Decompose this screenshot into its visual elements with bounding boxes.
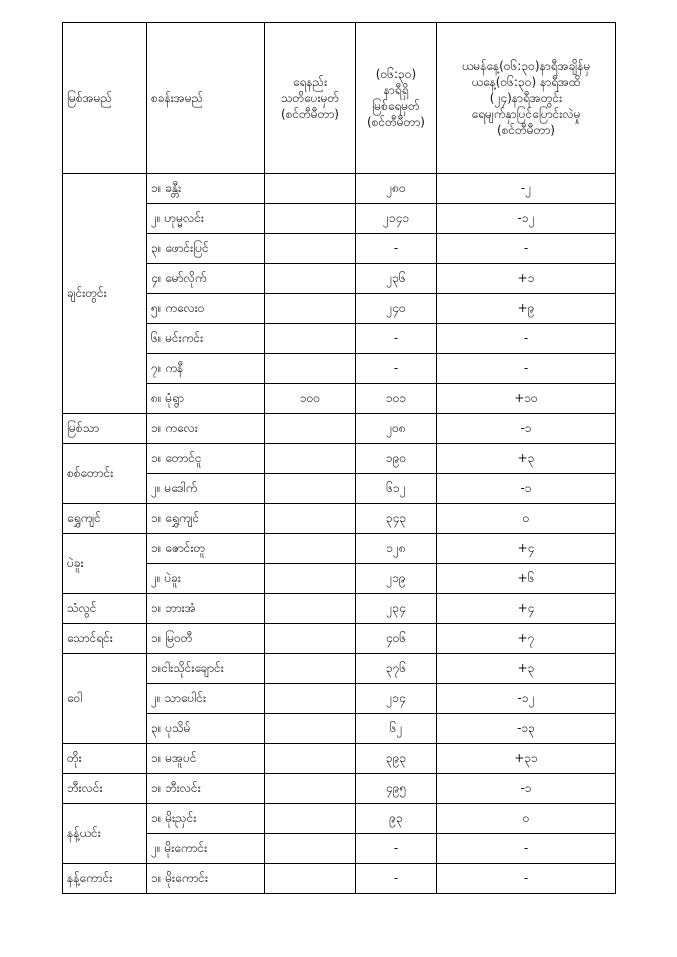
level-change-cell: -၁: [437, 474, 616, 504]
header-line: စခန်းအမည်: [151, 90, 204, 105]
water-level-cell: -: [356, 324, 437, 354]
river-name-cell: ချင်းတွင်း: [63, 174, 147, 414]
station-name-cell: ၁။ ခန္တီး: [147, 174, 265, 204]
river-name-cell: ဝေါ: [63, 654, 147, 744]
level-change-cell: -: [437, 234, 616, 264]
header-line: (စင်တီမီတာ): [367, 115, 425, 130]
station-name-cell: ၆။ မင်းကင်း: [147, 324, 265, 354]
level-change-cell: +၃၁: [437, 744, 616, 774]
level-change-cell: +၁၀: [437, 384, 616, 414]
header-row: [63, 23, 616, 174]
level-change-cell: +၉: [437, 294, 616, 324]
water-level-cell: ၄၉၅: [356, 774, 437, 804]
level-change-cell: -၁၃: [437, 714, 616, 744]
warning-level-cell: [265, 624, 356, 654]
river-name-cell: စစ်တောင်း: [63, 444, 147, 504]
level-change-cell: +၄: [437, 534, 616, 564]
warning-level-cell: [265, 174, 356, 204]
warning-level-cell: [265, 654, 356, 684]
header-line: (၀၆:၃၀): [375, 66, 417, 81]
river-level-table: [62, 22, 616, 894]
level-change-cell: ၀: [437, 504, 616, 534]
warning-level-cell: [265, 864, 356, 894]
water-level-cell: ၂၈၀: [356, 174, 437, 204]
col-header-station: [147, 23, 265, 174]
station-name-cell: ၄။ မော်လိုက်: [147, 264, 265, 294]
warning-level-cell: [265, 354, 356, 384]
level-change-cell: -: [437, 324, 616, 354]
warning-level-cell: ၁၀၀: [265, 384, 356, 414]
level-change-cell: -၁၂: [437, 204, 616, 234]
warning-level-cell: [265, 684, 356, 714]
table-row: [63, 864, 616, 894]
warning-level-cell: [265, 474, 356, 504]
water-level-cell: -: [356, 234, 437, 264]
river-name-cell: သံလွင်: [63, 594, 147, 624]
water-level-cell: ၁၂၈: [356, 534, 437, 564]
level-change-cell: -၁၂: [437, 684, 616, 714]
river-name-cell: တိုး: [63, 744, 147, 774]
water-level-cell: ၂၄၀: [356, 294, 437, 324]
table-row: [63, 624, 616, 654]
table-row: [63, 174, 616, 204]
col-header-24h-change: [437, 23, 616, 174]
water-level-cell: ၆၁၂: [356, 474, 437, 504]
header-line: မြစ်ရေမှတ်: [372, 99, 420, 113]
station-name-cell: ၁။ မအူပင်: [147, 744, 265, 774]
table-row: [63, 774, 616, 804]
water-level-cell: ၁၀၁: [356, 384, 437, 414]
river-name-cell: မြစ်သာ: [63, 414, 147, 444]
warning-level-cell: [265, 294, 356, 324]
header-line: ရေမျက်နှာပြင်ပြောင်းလဲမှု: [471, 107, 581, 122]
col-header-warning-level: [265, 23, 356, 174]
warning-level-cell: [265, 444, 356, 474]
warning-level-cell: [265, 234, 356, 264]
header-line: ယနေ့(၀၆:၃၀) နာရီအထိ: [471, 74, 581, 89]
level-change-cell: -: [437, 354, 616, 384]
level-change-cell: +၇: [437, 624, 616, 654]
river-name-cell: ပဲခူး: [63, 534, 147, 594]
water-level-cell: -: [356, 864, 437, 894]
water-level-cell: ၂၀၈: [356, 414, 437, 444]
station-name-cell: ၅။ ကလေးဝ: [147, 294, 265, 324]
river-name-cell: ဘီးလင်း: [63, 774, 147, 804]
station-name-cell: ၇။ ကနီ: [147, 354, 265, 384]
level-change-cell: -၂: [437, 174, 616, 204]
header-line: သတိပေးမှတ်: [280, 90, 340, 105]
table-row: [63, 804, 616, 834]
header-line: (စင်တီမီတာ): [497, 123, 555, 138]
water-level-cell: ၂၁၉: [356, 564, 437, 594]
table-row: [63, 594, 616, 624]
warning-level-cell: [265, 324, 356, 354]
station-name-cell: ၁။ ကလေး: [147, 414, 265, 444]
water-level-cell: ၁၉၀: [356, 444, 437, 474]
level-change-cell: +၃: [437, 654, 616, 684]
level-change-cell: -၁: [437, 414, 616, 444]
station-name-cell: ၂။ ပဲခူး: [147, 564, 265, 594]
river-name-cell: နန့်ယင်း: [63, 804, 147, 864]
station-name-cell: ၂။ ဟုမ္မလင်း: [147, 204, 265, 234]
table-row: [63, 504, 616, 534]
table-row: [63, 444, 616, 474]
header-line: ရေနည်း: [292, 74, 328, 89]
station-name-cell: ၁။ငါးသိုင်းချောင်း: [147, 654, 265, 684]
water-level-cell: ၂၁၄၁: [356, 204, 437, 234]
station-name-cell: ၂။ မိုးကောင်း: [147, 834, 265, 864]
warning-level-cell: [265, 264, 356, 294]
water-level-cell: -: [356, 354, 437, 384]
station-name-cell: ၃။ ဖောင်းပြင်: [147, 234, 265, 264]
river-name-cell: နန့်ကောင်း: [63, 864, 147, 894]
warning-level-cell: [265, 414, 356, 444]
table-row: [63, 744, 616, 774]
table-row: [63, 414, 616, 444]
warning-level-cell: [265, 804, 356, 834]
station-name-cell: ၂။ သာပေါင်း: [147, 684, 265, 714]
level-change-cell: ၀: [437, 804, 616, 834]
warning-level-cell: [265, 834, 356, 864]
station-name-cell: ၃။ ပုသိမ်: [147, 714, 265, 744]
station-name-cell: ၁။ မိုးကောင်း: [147, 864, 265, 894]
station-name-cell: ၁။ မြဝတီ: [147, 624, 265, 654]
warning-level-cell: [265, 564, 356, 594]
level-change-cell: +၄: [437, 594, 616, 624]
water-level-cell: -: [356, 834, 437, 864]
water-level-cell: ၄၀၆: [356, 624, 437, 654]
water-level-cell: ၆၂: [356, 714, 437, 744]
level-change-cell: +၁: [437, 264, 616, 294]
table-row: [63, 534, 616, 564]
warning-level-cell: [265, 744, 356, 774]
warning-level-cell: [265, 594, 356, 624]
warning-level-cell: [265, 504, 356, 534]
station-name-cell: ၈။ မုံရွာ: [147, 384, 265, 414]
station-name-cell: ၁။ ဘားအံ: [147, 594, 265, 624]
warning-level-cell: [265, 774, 356, 804]
river-name-cell: သောင်ရင်း: [63, 624, 147, 654]
warning-level-cell: [265, 204, 356, 234]
station-name-cell: ၁။ မိုးညှင်း: [147, 804, 265, 834]
header-line: နာရီရှိ: [383, 82, 409, 97]
level-change-cell: -: [437, 834, 616, 864]
station-name-cell: ၁။ ဘီးလင်း: [147, 774, 265, 804]
table-row: [63, 654, 616, 684]
level-change-cell: -: [437, 864, 616, 894]
water-level-cell: ၂၁၄: [356, 684, 437, 714]
header-line: မြစ်အမည်: [67, 90, 113, 105]
header-line: (၂၄)နာရီအတွင်း: [489, 90, 563, 105]
warning-level-cell: [265, 534, 356, 564]
level-change-cell: +၃: [437, 444, 616, 474]
water-level-cell: ၃၇၆: [356, 654, 437, 684]
water-level-cell: ၂၃၆: [356, 264, 437, 294]
level-change-cell: -၁: [437, 774, 616, 804]
station-name-cell: ၂။ မဒေါက်: [147, 474, 265, 504]
station-name-cell: ၁။ တောင်ငူ: [147, 444, 265, 474]
header-line: ယမန်နေ့(၀၆:၃၀)နာရီအချိန်မှ: [461, 58, 591, 73]
table-body: [63, 174, 616, 894]
col-header-water-level: [356, 23, 437, 174]
station-name-cell: ၁။ ဇောင်းတူ: [147, 534, 265, 564]
header-line: (စင်တီမီတာ): [281, 107, 339, 122]
water-level-cell: ၃၄၃: [356, 504, 437, 534]
warning-level-cell: [265, 714, 356, 744]
col-header-river: [63, 23, 147, 174]
station-name-cell: ၁။ ရွှေကျင်: [147, 504, 265, 534]
water-level-cell: ၃၉၃: [356, 744, 437, 774]
water-level-cell: ၉၃: [356, 804, 437, 834]
river-name-cell: ရွှေကျင်: [63, 504, 147, 534]
level-change-cell: +၆: [437, 564, 616, 594]
water-level-cell: ၂၃၄: [356, 594, 437, 624]
